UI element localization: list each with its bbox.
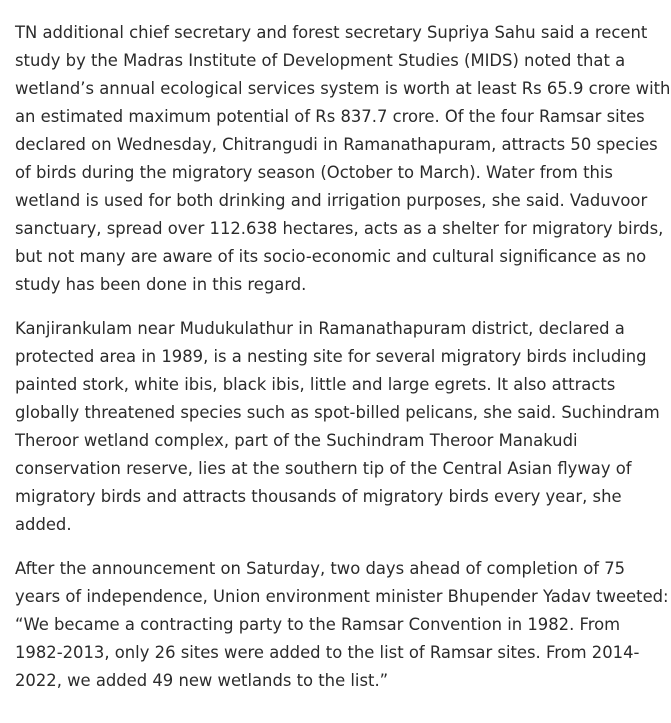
text-line: an estimated maximum potential of Rs 837.7 crore. Of the four Ramsar sites xyxy=(15,107,645,126)
text-line: study has been done in this regard. xyxy=(15,275,307,294)
text-line: years of independence, Union environment minister Bhupender Yadav tweeted: xyxy=(15,587,669,606)
text-line: globally threatened species such as spot-billed pelicans, she said. Suchindram xyxy=(15,403,660,422)
paragraph-1 xyxy=(15,19,671,299)
text-line: migratory birds and attracts thousands of migratory birds every year, she xyxy=(15,487,622,506)
text-line: Theroor wetland complex, part of the Suchindram Theroor Manakudi xyxy=(15,431,578,450)
text-line: wetland’s annual ecological services system is worth at least Rs 65.9 crore with xyxy=(15,79,671,98)
text-line: of birds during the migratory season (October to March). Water from this xyxy=(15,163,613,182)
text-line: Kanjirankulam near Mudukulathur in Ramanathapuram district, declared a xyxy=(15,319,625,338)
text-line: 2022, we added 49 new wetlands to the list.” xyxy=(15,671,389,690)
text-line: declared on Wednesday, Chitrangudi in Ramanathapuram, attracts 50 species xyxy=(15,135,658,154)
paragraph-2 xyxy=(15,315,659,539)
text-line: conservation reserve, lies at the southern tip of the Central Asian flyway of xyxy=(15,459,632,478)
text-line: but not many are aware of its socio-economic and cultural significance as no xyxy=(15,247,647,266)
text-line: study by the Madras Institute of Development Studies (MIDS) noted that a xyxy=(15,51,626,70)
text-line: 1982-2013, only 26 sites were added to the list of Ramsar sites. From 2014- xyxy=(15,643,640,662)
text-line: wetland is used for both drinking and irrigation purposes, she said. Vaduvoor xyxy=(15,191,648,210)
text-line: sanctuary, spread over 112.638 hectares, acts as a shelter for migratory birds, xyxy=(15,219,664,238)
text-line: painted stork, white ibis, black ibis, little and large egrets. It also attracts xyxy=(15,375,616,394)
text-line: “We became a contracting party to the Ramsar Convention in 1982. From xyxy=(15,615,621,634)
text-line: After the announcement on Saturday, two days ahead of completion of 75 xyxy=(15,559,626,578)
text-line: TN additional chief secretary and forest secretary Supriya Sahu said a recent xyxy=(15,23,648,42)
text-line: protected area in 1989, is a nesting site for several migratory birds including xyxy=(15,347,647,366)
text-line: added. xyxy=(15,515,72,534)
paragraph-3 xyxy=(15,555,669,695)
